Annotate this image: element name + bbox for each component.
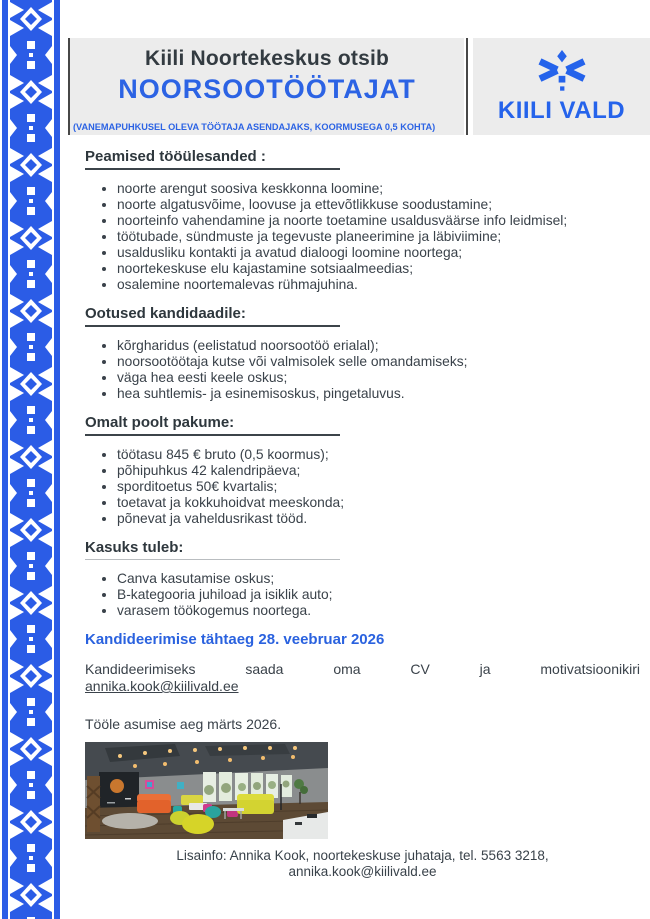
list-item: • kõrgharidus (eelistatud noorsootöö erialal); [117,338,640,354]
organization-title: Kiili Noortekeskus otsib [144,47,390,70]
list-item: • põhipuhkus 42 kalendripäeva; [117,463,640,479]
footer-contact [85,848,640,879]
footer-contact-line1: Lisainfo: Annika Kook, noortekeskuse juhataja, tel. 5563 3218, [176,848,549,863]
application-deadline: Kandideerimise tähtaeg 28. veebruar 2026 [85,631,385,648]
list-item: • põnevat ja vaheldusrikast tööd. [117,511,640,527]
list-item: • väga hea eesti keele oskus; [117,370,640,386]
list-item: • varasem töökogemus noortega. [117,603,640,619]
list-item: • B-kategooria juhiload ja isiklik auto; [117,587,640,603]
section-heading-expectations: Ootused kandidaadile: [85,305,340,327]
list-item: • noorte arengut soosiva keskkonna loomine; [117,181,640,197]
apply-word: saada [245,661,284,677]
logo-block [473,38,650,135]
application-instructions [85,661,640,678]
section-heading-advantage: Kasuks tuleb: [85,539,340,560]
list-item: • noorte algatusvõime, loovuse ja ettevõtlikkuse soodustamine; [117,197,640,213]
list-item: • töötubade, sündmuste ja tegevuste planeerimine ja läbiviimine; [117,229,640,245]
footer-contact-line2: annika.kook@kiilivald.ee [288,863,437,879]
section-heading-tasks: Peamised tööülesanded : [85,148,340,170]
header [68,38,650,135]
apply-word: CV [410,661,430,677]
application-email-link[interactable]: annika.kook@kiilivald.ee [85,678,239,694]
tasks-list [85,181,640,293]
logo-wordmark: KIILI VALD [497,96,626,124]
list-item: • hea suhtlemis- ja esinemisoskus, pingetaluvus. [117,386,640,402]
apply-word: Kandideerimiseks [85,661,196,677]
list-item: • noorsootöötaja kutse või valmisolek selle omandamiseks; [117,354,640,370]
header-title-block [68,38,464,135]
list-item: • noortekeskuse elu kajastamine sotsiaalmeedias; [117,261,640,277]
list-item: • usaldusliku kontakti ja avatud dialoogi loomine noortega; [117,245,640,261]
youth-center-interior-photo [85,742,328,839]
folk-pattern-border [0,0,62,919]
list-item: • töötasu 845 € bruto (0,5 koormus); [117,447,640,463]
apply-word: oma [333,661,361,677]
list-item: • sporditoetus 50€ kvartalis; [117,479,640,495]
advantage-list [85,571,640,619]
job-position-title: NOORSOOTÖÖTAJAT [118,74,416,104]
section-heading-offer: Omalt poolt pakume: [85,414,340,436]
expectations-list [85,338,640,402]
position-note: (VANEMAPUHKUSEL OLEVA TÖÖTAJA ASENDAJAKS, KOORMUSEGA 0,5 KOHTA) [73,122,436,132]
document-body [85,148,640,879]
list-item: • noorteinfo vahendamine ja noorte toetamine usaldusväärse info leidmisel; [117,213,607,229]
apply-word: ja [479,661,491,677]
offer-list [85,447,640,527]
header-divider [466,38,468,135]
list-item: • osalemine noortemalevas rühmajuhina. [117,277,640,293]
list-item: • toetavat ja kokkuhoidvat meeskonda; [117,495,640,511]
list-item: • Canva kasutamise oskus; [117,571,640,587]
apply-word: motivatsioonikiri [540,661,640,677]
start-date-text: Tööle asumise aeg märts 2026. [85,716,282,732]
kiili-vald-dragonfly-icon [533,49,591,95]
